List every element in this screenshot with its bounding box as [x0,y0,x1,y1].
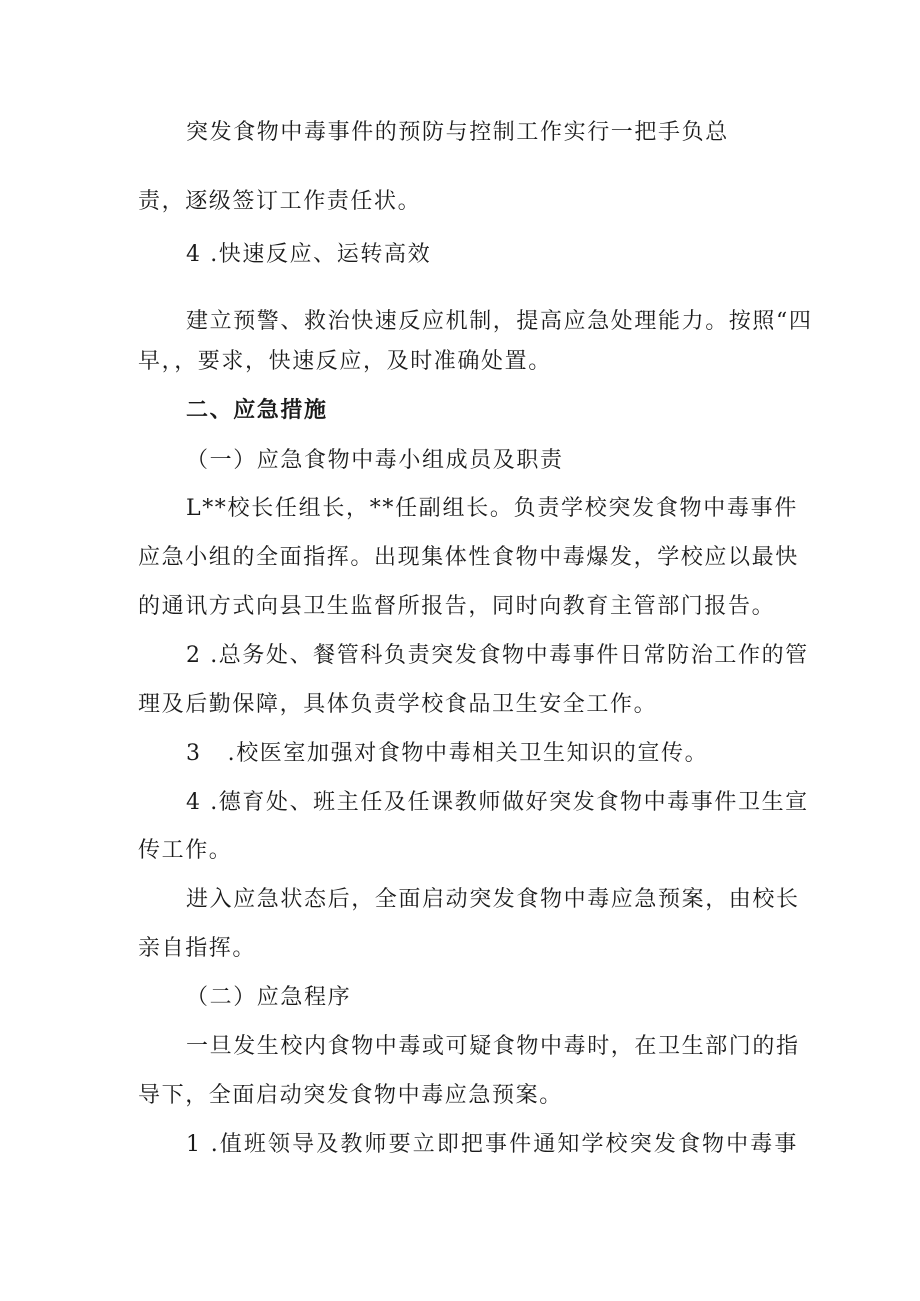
paragraph-line: 4 .德育处、班主任及任课教师做好突发食物中毒事件卫生宣 [186,790,809,815]
paragraph-line: 的通讯方式向县卫生监督所报告，同时向教育主管部门报告。 [138,594,776,619]
paragraph-line: 理及后勤保障，具体负责学校食品卫生安全工作。 [138,692,658,717]
paragraph-line: 早，，要求，快速反应，及时准确处置。 [138,349,552,374]
paragraph-line: 导下，全面启动突发食物中毒应急预案。 [138,1083,563,1108]
paragraph-line: 责，逐级签订工作责任状。 [138,189,422,214]
paragraph-line: 突发食物中毒事件的预防与控制工作实行一把手负总 [186,120,729,145]
paragraph-line: 一旦发生校内食物中毒或可疑食物中毒时，在卫生部门的指 [186,1034,800,1059]
section-heading: 二、应急措施 [186,398,328,423]
paragraph-line: 传工作。 [138,838,233,863]
subsection-heading: （一）应急食物中毒小组成员及职责 [186,448,564,473]
paragraph-line: 1 .值班领导及教师要立即把事件通知学校突发食物中毒事 [186,1132,798,1157]
paragraph-line: 应急小组的全面指挥。出现集体性食物中毒爆发，学校应以最快 [138,545,799,570]
list-text: .校医室加强对食物中毒相关卫生知识的宣传。 [227,741,709,766]
list-item-heading: 4 .快速反应、运转高效 [186,242,432,267]
paragraph-line [186,739,798,769]
list-number: 3 [186,741,202,766]
paragraph-line: 亲自指挥。 [138,936,257,961]
paragraph-line: 建立预警、救治快速反应机制，提高应急处理能力。按照“四 [186,309,813,334]
subsection-heading: （二）应急程序 [186,985,352,1010]
paragraph-line: 2 .总务处、餐管科负责突发食物中毒事件日常防治工作的管 [186,643,809,668]
paragraph-line: 进入应急状态后，全面启动突发食物中毒应急预案，由校长 [186,887,800,912]
paragraph-line: L**校长任组长，**任副组长。负责学校突发食物中毒事件 [186,496,798,521]
